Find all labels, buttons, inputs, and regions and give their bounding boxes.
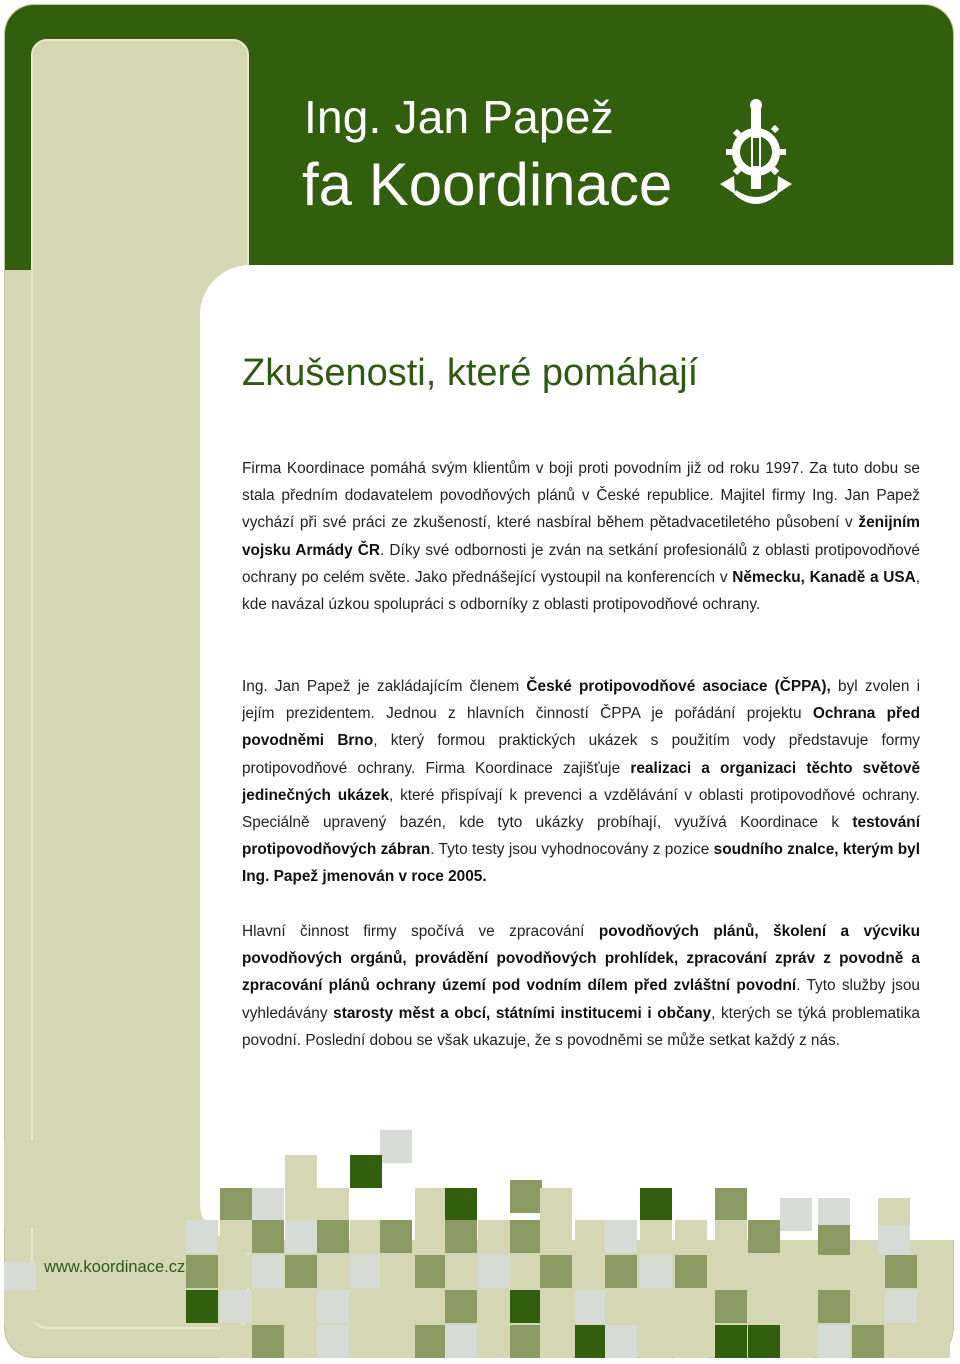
bold-span: Ochrana před povodněmi Brno [242, 705, 920, 750]
text-span: , kde navázal úzkou spolupráci s odborníky z oblasti protipovodňové ochrany. [242, 568, 920, 614]
bold-span: Německu, Kanadě a USA [732, 568, 916, 586]
paragraph-experience [242, 455, 920, 618]
anchor-wheel-icon [720, 98, 792, 206]
text-span: , kterých se týká problematika povodní. Poslední dobou se však ukazuje, že s povodněmi se může setkat každý z nás. [242, 1004, 920, 1049]
bold-span: realizaci a organizaci těchto světově jedinečných ukázek [242, 759, 920, 804]
paragraph-association [242, 673, 920, 891]
text-span: . Díky své odbornosti je zván na setkání profesionálů z oblasti protipovodňové ochrany po celém světe. Jako přednášející vystoupil na konferencích v [242, 541, 920, 586]
section-heading: Zkušenosti, které pomáhají [242, 352, 699, 394]
text-span: . Tyto služby jsou vyhledávány [242, 977, 920, 1022]
text-span: , které přispívají k prevenci a vzdělávání v oblasti protipovodňové ochrany. Speciálně upravený bazén, kde tyto ukázky probíhají, využívá Koordinace k [242, 786, 920, 832]
text-span: byl zvolen i jejím prezidentem. Jednou z hlavních činností ČPPA je pořádání projektu [242, 678, 920, 723]
text-span: . Tyto testy jsou vyhodnocovány z pozice [430, 841, 714, 859]
bold-span: povodňových plánů, školení a výcviku povodňových orgánů, provádění povodňových prohlídek, zpracování zpráv z povodně a zpracování plánů ochrany území pod vodním dílem před zvláštní povodní [242, 923, 920, 995]
bold-span: soudního znalce, kterým byl Ing. Papež jmenován v roce 2005. [242, 841, 920, 886]
header-company: fa Koordinace [302, 151, 673, 218]
text-span: Hlavní činnost firmy spočívá ve zpracování [242, 923, 599, 940]
bold-span: starosty měst a obcí, státními institucemi i občany [333, 1004, 712, 1022]
header-name: Ing. Jan Papež [304, 91, 614, 143]
bold-span: České protipovodňové asociace (ČPPA), [526, 678, 831, 695]
paragraph-services [242, 918, 920, 1054]
text-span: Ing. Jan Papež je zakládajícím členem [242, 678, 527, 695]
website-link[interactable]: www.koordinace.cz [44, 1258, 186, 1276]
text-span: Firma Koordinace pomáhá svým klientům v boji proti povodním již od roku 1997. Za tuto dobu se stala předním dodavatelem povodňových plánů v České republice. Majitel firmy Ing. Jan Papež vychází při své práci ze zkušeností, které nasbíral během pětadvacetiletého působení v [242, 460, 920, 532]
bold-span: ženijním vojsku Armády ČR [242, 514, 920, 559]
text-span: , který formou praktických ukázek s použitím vody představuje formy protipovodňové ochrany. Firma Koordinace zajišťuje [242, 732, 920, 777]
bold-span: testování protipovodňových zábran [242, 814, 920, 859]
